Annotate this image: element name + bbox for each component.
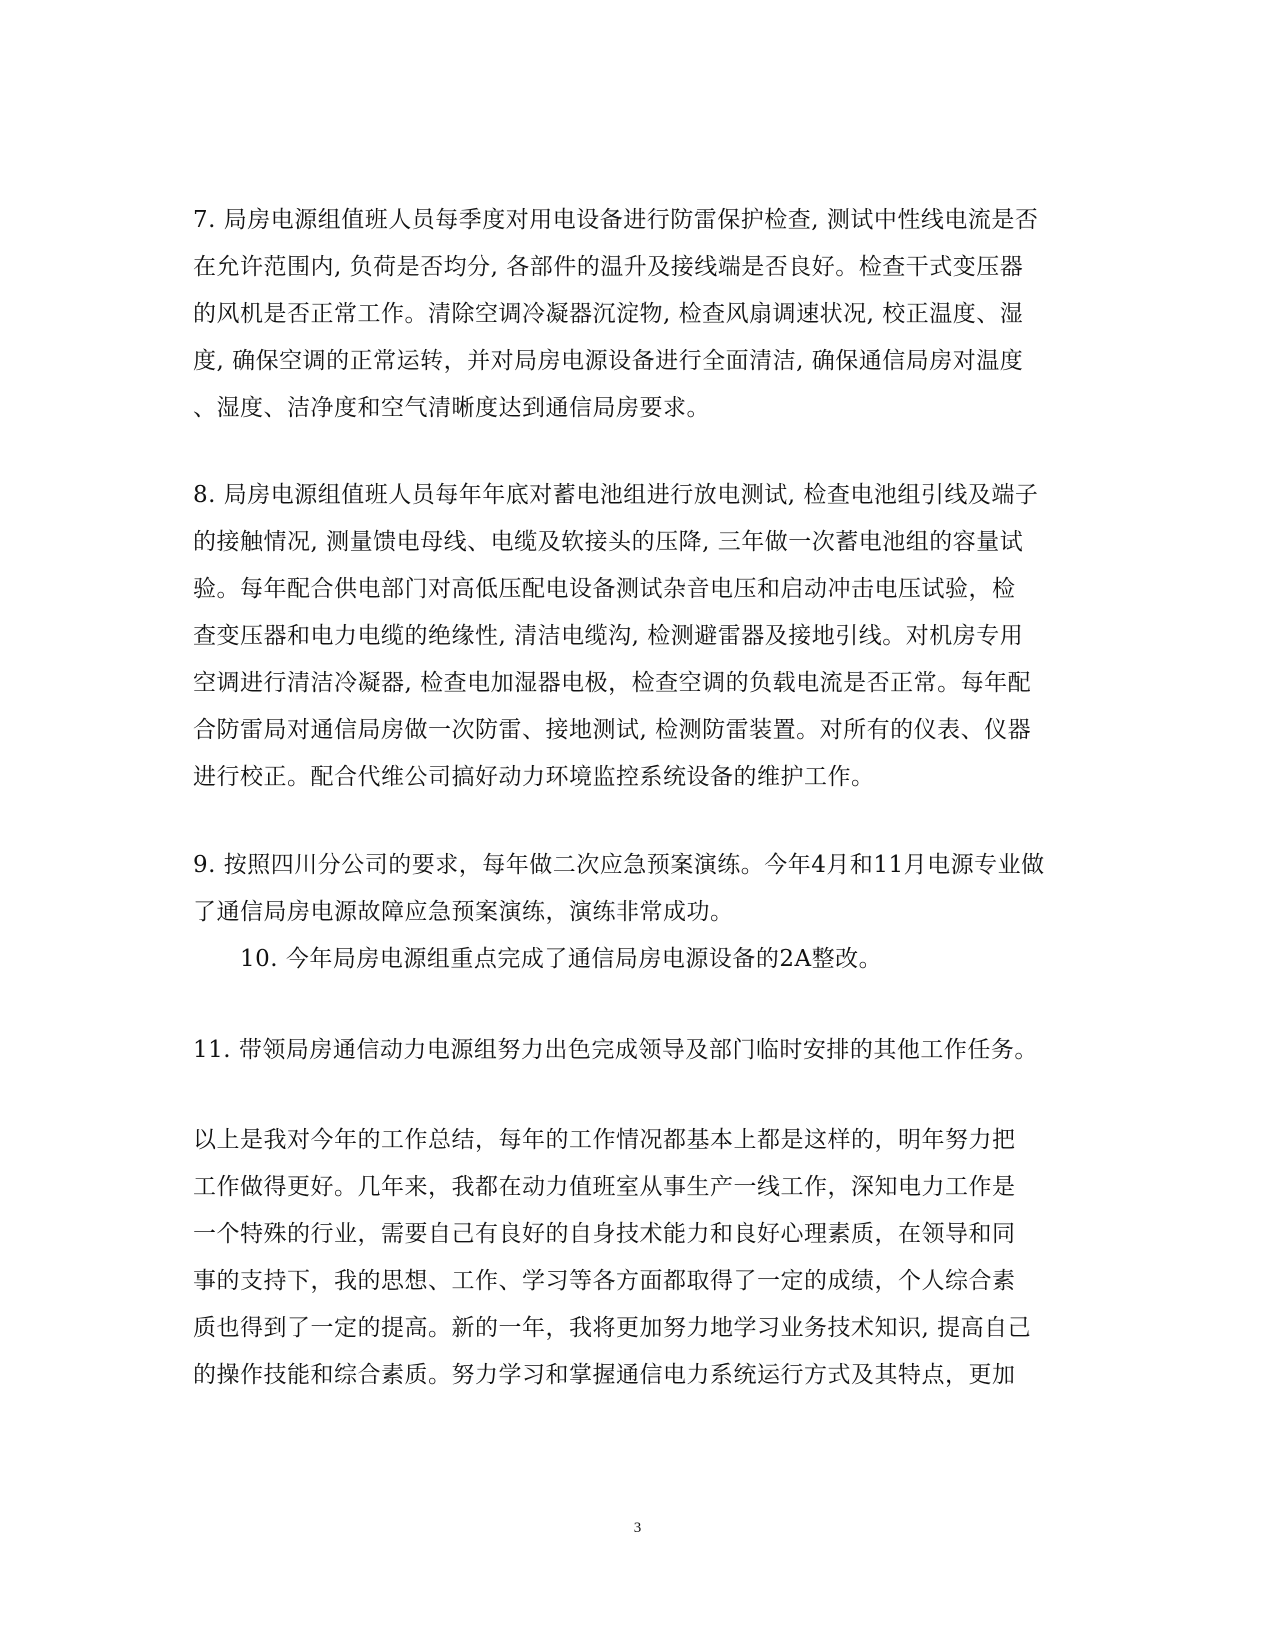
text-line: 了通信局房电源故障应急预案演练，演练非常成功。	[193, 899, 734, 925]
text-line: 验。每年配合供电部门对高低压配电设备测试杂音电压和启动冲击电压试验，检	[193, 576, 1016, 602]
text-line: 一个特殊的行业，需要自己有良好的自身技术能力和良好心理素质，在领导和同	[193, 1221, 1016, 1247]
text-line: 的操作技能和综合素质。努力学习和掌握通信电力系统运行方式及其特点，更加	[193, 1362, 1016, 1388]
text-line: 合防雷局对通信局房做一次防雷、接地测试, 检测防雷装置。对所有的仪表、仪器	[193, 717, 1032, 743]
text-line: 在允许范围内, 负荷是否均分, 各部件的温升及接线端是否良好。检查干式变压器	[193, 254, 1024, 280]
text-line: 、湿度、洁净度和空气清晰度达到通信局房要求。	[193, 395, 710, 421]
page-number: 3	[633, 1520, 642, 1536]
text-line: 以上是我对今年的工作总结，每年的工作情况都基本上都是这样的，明年努力把	[193, 1127, 1016, 1153]
text-line: 工作做得更好。几年来，我都在动力值班室从事生产一线工作，深知电力工作是	[193, 1174, 1016, 1200]
paragraph-item-10	[240, 936, 1130, 983]
text-line: 9. 按照四川分公司的要求，每年做二次应急预案演练。今年4月和11月电源专业做	[193, 852, 1045, 878]
text-line: 度, 确保空调的正常运转，并对局房电源设备进行全面清洁, 确保通信局房对温度	[193, 348, 1024, 374]
paragraph-item-9	[193, 842, 1083, 936]
paragraph-summary	[193, 1117, 1083, 1399]
text-line: 11. 带领局房通信动力电源组努力出色完成领导及部门临时安排的其他工作任务。	[193, 1037, 1038, 1063]
paragraph-item-8	[193, 472, 1083, 801]
text-line: 10. 今年局房电源组重点完成了通信局房电源设备的2A整改。	[240, 946, 883, 972]
text-line: 事的支持下，我的思想、工作、学习等各方面都取得了一定的成绩，个人综合素	[193, 1268, 1016, 1294]
text-line: 8. 局房电源组值班人员每年年底对蓄电池组进行放电测试, 检查电池组引线及端子	[193, 482, 1039, 508]
text-line: 进行校正。配合代维公司搞好动力环境监控系统设备的维护工作。	[193, 764, 875, 790]
text-line: 空调进行清洁冷凝器, 检查电加湿器电极，检查空调的负载电流是否正常。每年配	[193, 670, 1032, 696]
text-line: 7. 局房电源组值班人员每季度对用电设备进行防雷保护检查, 测试中性线电流是否	[193, 207, 1039, 233]
paragraph-item-11	[193, 1027, 1083, 1074]
text-line: 质也得到了一定的提高。新的一年，我将更加努力地学习业务技术知识, 提高自己	[193, 1315, 1032, 1341]
paragraph-item-7	[193, 197, 1083, 432]
text-line: 的接触情况, 测量馈电母线、电缆及软接头的压降, 三年做一次蓄电池组的容量试	[193, 529, 1024, 555]
text-line: 查变压器和电力电缆的绝缘性, 清洁电缆沟, 检测避雷器及接地引线。对机房专用	[193, 623, 1024, 649]
text-line: 的风机是否正常工作。清除空调冷凝器沉淀物, 检查风扇调速状况, 校正温度、湿	[193, 301, 1024, 327]
